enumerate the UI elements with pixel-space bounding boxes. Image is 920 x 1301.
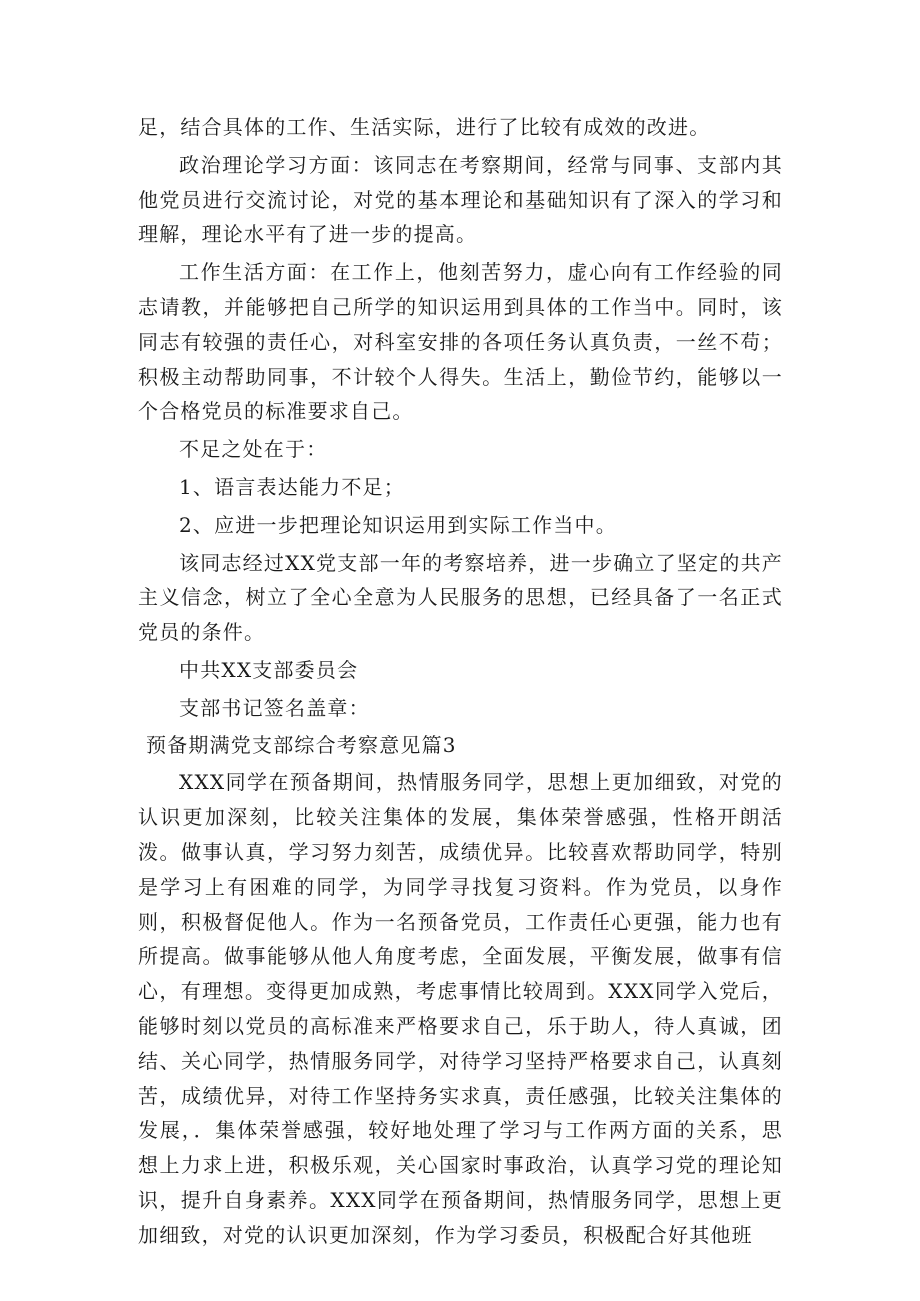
- document-page: [138, 110, 783, 1253]
- shortcoming-item-1: 1、语言表达能力不足；: [179, 474, 405, 499]
- shortcomings-label: 不足之处在于：: [179, 437, 328, 462]
- committee-name: 中共XX支部委员会: [179, 657, 359, 682]
- student-evaluation-paragraph: XXX同学在预备期间，热情服务同学，思想上更加细致，对党的认识更加深刻，比较关注集体的发展，集体荣誉感强，性格开朗活泼。做事认真，学习努力刻苦，成绩优异。比较喜欢帮助同学，特别是学习上有困难的同学，为同学寻找复习资料。作为党员，以身作则，积极督促他人。作为一名预备党员，工作责任心更强，能力也有所提高。做事能够从他人角度考虑，全面发展，平衡发展，做事有信心，有理想。变得更加成熟，考虑事情比较周到。XXX同学入党后，能够时刻以党员的高标准来严格要求自己，乐于助人，待人真诚，团结、关心同学，热情服务同学，对待学习坚持严格要求自己，认真刻苦，成绩优异，对待工作坚持务实求真，责任感强，比较关注集体的发展，．集体荣誉感强，较好地处理了学习与工作两方面的关系，思想上力求上进，积极乐观，关心国家时事政治，认真学习党的理论知识，提升自身素养。XXX同学在预备期间，热情服务同学，思想上更加细致，对党的认识更加深刻，作为学习委员，积极配合好其他班: [138, 770, 783, 1247]
- conclusion-paragraph: 该同志经过XX党支部一年的考察培养，进一步确立了坚定的共产主义信念，树立了全心全意为人民服务的思想，已经具备了一名正式党员的条件。: [138, 550, 783, 645]
- shortcoming-item-2: 2、应进一步把理论知识运用到实际工作当中。: [179, 512, 617, 537]
- section-heading: 预备期满党支部综合考察意见篇3: [146, 732, 457, 757]
- work-life-paragraph: 工作生活方面：在工作上，他刻苦努力，虚心向有工作经验的同志请教，并能够把自己所学的知识运用到具体的工作当中。同时，该同志有较强的责任心，对科室安排的各项任务认真负责，一丝不苟；积极主动帮助同事，不计较个人得失。生活上，勤俭节约，能够以一个合格党员的标准要求自己。: [138, 260, 783, 424]
- political-theory-paragraph: 政治理论学习方面：该同志在考察期间，经常与同事、支部内其他党员进行交流讨论，对党的基本理论和基础知识有了深入的学习和理解，理论水平有了进一步的提高。: [138, 152, 783, 247]
- secretary-signature-label: 支部书记签名盖章：: [179, 695, 370, 720]
- continuation-paragraph: 足，结合具体的工作、生活实际，进行了比较有成效的改进。: [138, 115, 711, 139]
